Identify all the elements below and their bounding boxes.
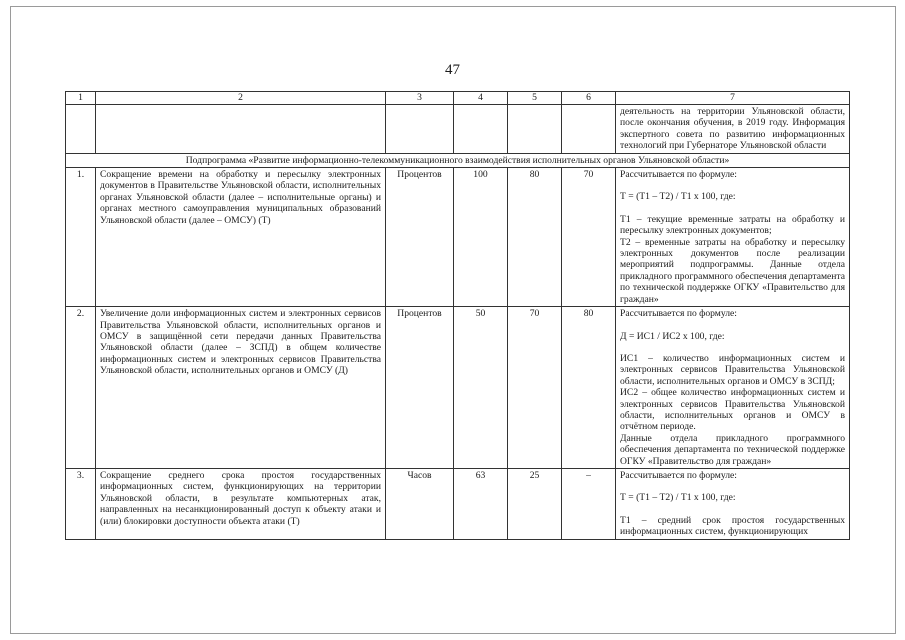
table-row bbox=[66, 168, 850, 307]
indicator-value: 100 bbox=[454, 168, 508, 307]
indicator-value: – bbox=[562, 468, 616, 539]
calculation-method bbox=[616, 168, 850, 307]
indicator-description: Увеличение доли информационных систем и электронных сервисов Правительства Ульяновской области, исполнительных органов и ОМСУ в защищённой сети передачи данных Правительства Ульяновской области (далее – ЗСПД) в общем количестве информационных систем и электронных сервисов Правительства Ульяновской области, исполнительных органов и ОМСУ (Д) bbox=[96, 307, 386, 469]
indicator-value: 80 bbox=[508, 168, 562, 307]
indicator-value: 70 bbox=[562, 168, 616, 307]
header-cell: 1 bbox=[66, 92, 96, 105]
header-cell: 5 bbox=[508, 92, 562, 105]
table-header-row bbox=[66, 92, 850, 105]
method-term: ИС2 – общее количество информационных систем и электронных сервисов Правительства Ульяновской области, исполнительных органов и ОМСУ в отчётном периоде. bbox=[620, 387, 845, 433]
row-number: 1. bbox=[66, 168, 96, 307]
method-term: Т1 – средний срок простоя государственных информационных систем, функционирующих bbox=[620, 514, 845, 538]
indicator-value: 25 bbox=[508, 468, 562, 539]
row-number: 3. bbox=[66, 468, 96, 539]
method-intro: Рассчитывается по формуле: bbox=[620, 169, 737, 181]
subprogram-row bbox=[66, 153, 850, 167]
header-cell: 2 bbox=[96, 92, 386, 105]
indicator-value: 63 bbox=[454, 468, 508, 539]
method-term: ИС1 – количество информационных систем и электронных сервисов Правительства Ульяновской области, исполнительных органов и ОМСУ в ЗСПД; bbox=[620, 352, 845, 387]
subprogram-title: Подпрограмма «Развитие информационно-телекоммуникационного взаимодействия исполнительных органов Ульяновской области» bbox=[66, 153, 850, 167]
method-term: Данные отдела прикладного программного обеспечения департамента по технической поддержке ОГКУ «Правительство для граждан» bbox=[620, 432, 845, 467]
method-term: Т1 – текущие временные затраты на обработку и пересылку электронных документов; bbox=[620, 213, 845, 237]
indicator-description: Сокращение времени на обработку и пересылку электронных документов в Правительстве Ульяновской области, исполнительных органах Ульяновской области (далее – исполнительные органы) и органах местного самоуправления муниципальных образований Ульяновской области (далее – ОМСУ) (Т) bbox=[96, 168, 386, 307]
indicator-description: Сокращение среднего срока простоя государственных информационных систем, функционирующих на территории Ульяновской области, в результате компьютерных атак, направленных на несанкционированный доступ к объекту атаки и (или) блокировки доступности объекта атаки (Т) bbox=[96, 468, 386, 539]
indicators-table bbox=[65, 91, 850, 540]
indicator-unit: Часов bbox=[386, 468, 454, 539]
page-number: 47 bbox=[445, 62, 460, 78]
indicator-unit: Процентов bbox=[386, 168, 454, 307]
table-row bbox=[66, 468, 850, 539]
method-intro: Рассчитывается по формуле: bbox=[620, 469, 737, 481]
method-term: Т2 – временные затраты на обработку и пересылку электронных документов после реализации мероприятий подпрограммы. Данные отдела прикладного программного обеспечения департамента по технической поддержке ОГКУ «Правительство для граждан» bbox=[620, 236, 845, 305]
header-cell: 4 bbox=[454, 92, 508, 105]
table-row bbox=[66, 307, 850, 469]
method-formula: Т = (Т1 – Т2) / Т1 х 100, где: bbox=[620, 191, 736, 203]
indicator-value: 80 bbox=[562, 307, 616, 469]
method-formula: Т = (Т1 – Т2) / Т1 х 100, где: bbox=[620, 492, 736, 504]
calculation-method bbox=[616, 307, 850, 469]
continuation-text: деятельность на территории Ульяновской области, после окончания обучения, в 2019 году. Информация экспертного совета по развитию информационных технологий при Губернаторе Ульяновской области bbox=[616, 105, 850, 154]
header-cell: 6 bbox=[562, 92, 616, 105]
indicator-unit: Процентов bbox=[386, 307, 454, 469]
method-formula: Д = ИС1 / ИС2 х 100, где: bbox=[620, 330, 725, 342]
header-cell: 3 bbox=[386, 92, 454, 105]
indicator-value: 70 bbox=[508, 307, 562, 469]
header-cell: 7 bbox=[616, 92, 850, 105]
indicator-value: 50 bbox=[454, 307, 508, 469]
row-number: 2. bbox=[66, 307, 96, 469]
continuation-row bbox=[66, 105, 850, 154]
calculation-method bbox=[616, 468, 850, 539]
method-intro: Рассчитывается по формуле: bbox=[620, 308, 737, 320]
